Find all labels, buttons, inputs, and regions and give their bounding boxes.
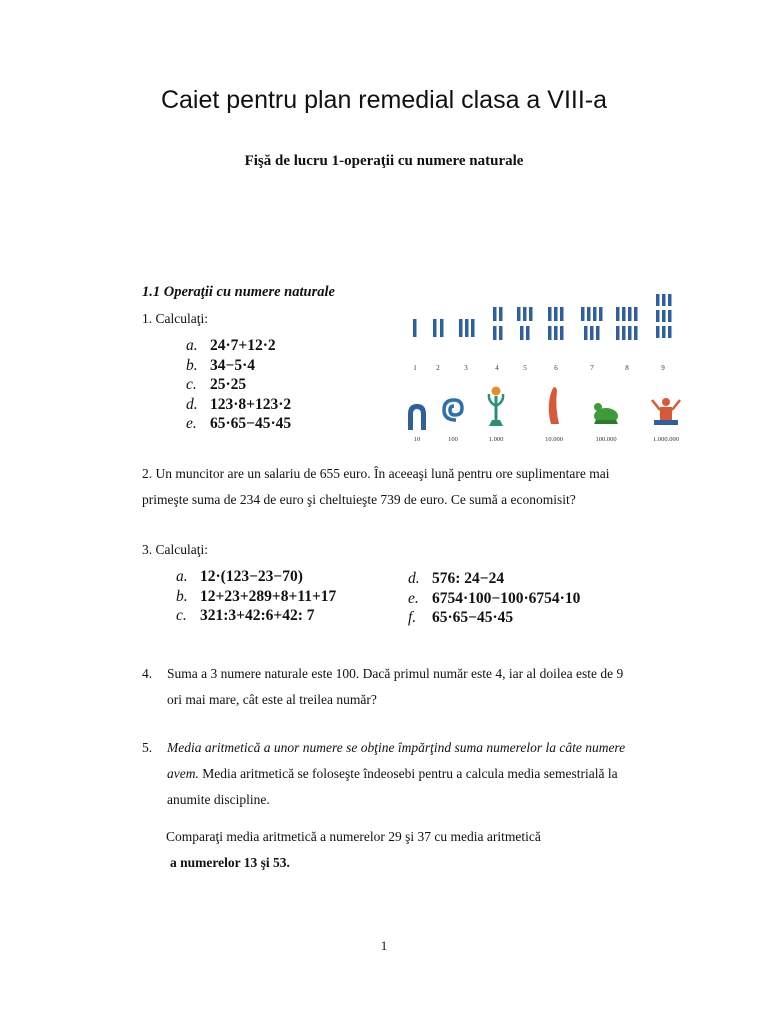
kneeling-god-icon <box>652 398 680 425</box>
exercise-1-list <box>186 336 291 434</box>
numeral-label: 8 <box>625 364 629 372</box>
worksheet-subtitle: Fişă de lucru 1-operaţii cu numere naturale <box>244 153 524 169</box>
numeral-label: 1 <box>413 364 417 372</box>
exercise-1-item-b: b. 34−5·4 <box>186 356 256 374</box>
exercise-3-label: 3. Calculaţi: <box>142 542 208 557</box>
finger-icon <box>549 387 559 424</box>
page-number: 1 <box>380 938 388 953</box>
exercise-3-right-list <box>408 569 580 628</box>
exercise-5-line-2: avem. Media aritmetică se foloseşte îndeosebi pentru a calcula media semestrială la <box>167 766 618 781</box>
numeral-label: 9 <box>661 364 665 372</box>
exercise-3-item-d: d. 576: 24−24 <box>408 570 505 587</box>
exercise-3-item-b: b. 12+23+289+8+11+17 <box>176 587 337 605</box>
exercise-5-compare <box>166 824 706 876</box>
symbol-label: 10 <box>413 436 421 443</box>
coil-of-rope-icon <box>444 400 462 420</box>
document-title: Caiet pentru plan remedial clasa a VIII-a <box>160 86 608 114</box>
exercise-4-line-1: Suma a 3 numere naturale este 100. Dacă primul număr este 4, iar al doilea este de 9 <box>167 666 624 681</box>
exercise-2 <box>142 461 692 513</box>
heel-bone-icon <box>408 404 426 430</box>
symbol-label: 100.000 <box>595 436 617 443</box>
exercise-5-compare-bold: a numerelor 13 şi 53. <box>170 855 290 870</box>
exercise-3-item-c: c. 321:3+42:6+42: 7 <box>176 607 315 624</box>
exercise-5-line-3: anumite discipline. <box>167 792 270 807</box>
exercise-3-item-a: a. 12·(123−23−70) <box>176 568 303 585</box>
numeral-label: 3 <box>464 364 468 372</box>
exercise-2-line-2: primeşte suma de 234 de euro şi cheltuieşte 739 de euro. Ce sumă a economisit? <box>142 492 576 507</box>
numeral-label: 2 <box>436 364 440 372</box>
symbol-label: 1.000 <box>488 436 504 443</box>
exercise-1-item-d: d. 123·8+123·2 <box>186 395 292 413</box>
numeral-label: 4 <box>495 364 499 372</box>
numeral-label: 7 <box>590 364 594 372</box>
section-heading: 1.1 Operaţii cu numere naturale <box>142 284 335 300</box>
exercise-1-label: 1. Calculaţi: <box>142 311 208 326</box>
egyptian-numerals-figure <box>396 286 688 446</box>
numeral-label: 6 <box>554 364 558 372</box>
lotus-flower-icon <box>489 387 503 427</box>
numeral-label: 5 <box>523 364 527 372</box>
exercise-2-line-1: 2. Un muncitor are un salariu de 655 euro. În aceeaşi lună pentru ore suplimentare mai <box>142 466 610 481</box>
frog-icon <box>594 403 618 424</box>
exercise-1-item-c: c. 25·25 <box>186 376 247 393</box>
symbol-label: 10.000 <box>545 436 563 443</box>
exercise-4 <box>142 661 692 713</box>
exercise-5-line-1: Media aritmetică a unor numere se obţine împărţind suma numerelor la câte numere <box>167 740 626 755</box>
exercise-4-line-2: ori mai mare, cât este al treilea număr? <box>167 692 377 707</box>
exercise-5 <box>142 735 702 813</box>
exercise-4-number: 4. <box>142 666 153 681</box>
exercise-1-item-e: e. 65·65−45·45 <box>186 415 292 432</box>
exercise-1-item-a: a. 24·7+12·2 <box>186 337 276 354</box>
exercise-5-compare-line: Comparaţi media aritmetică a numerelor 29 şi 37 cu media aritmetică <box>166 829 541 844</box>
symbol-label: 1.000.000 <box>653 436 679 443</box>
symbol-label: 100 <box>448 436 458 443</box>
exercise-3-left-list <box>176 567 336 626</box>
exercise-5-number: 5. <box>142 740 153 755</box>
exercise-3-item-e: e. 6754·100−100·6754·10 <box>408 589 581 607</box>
exercise-3-item-f: f. 65·65−45·45 <box>408 609 514 626</box>
